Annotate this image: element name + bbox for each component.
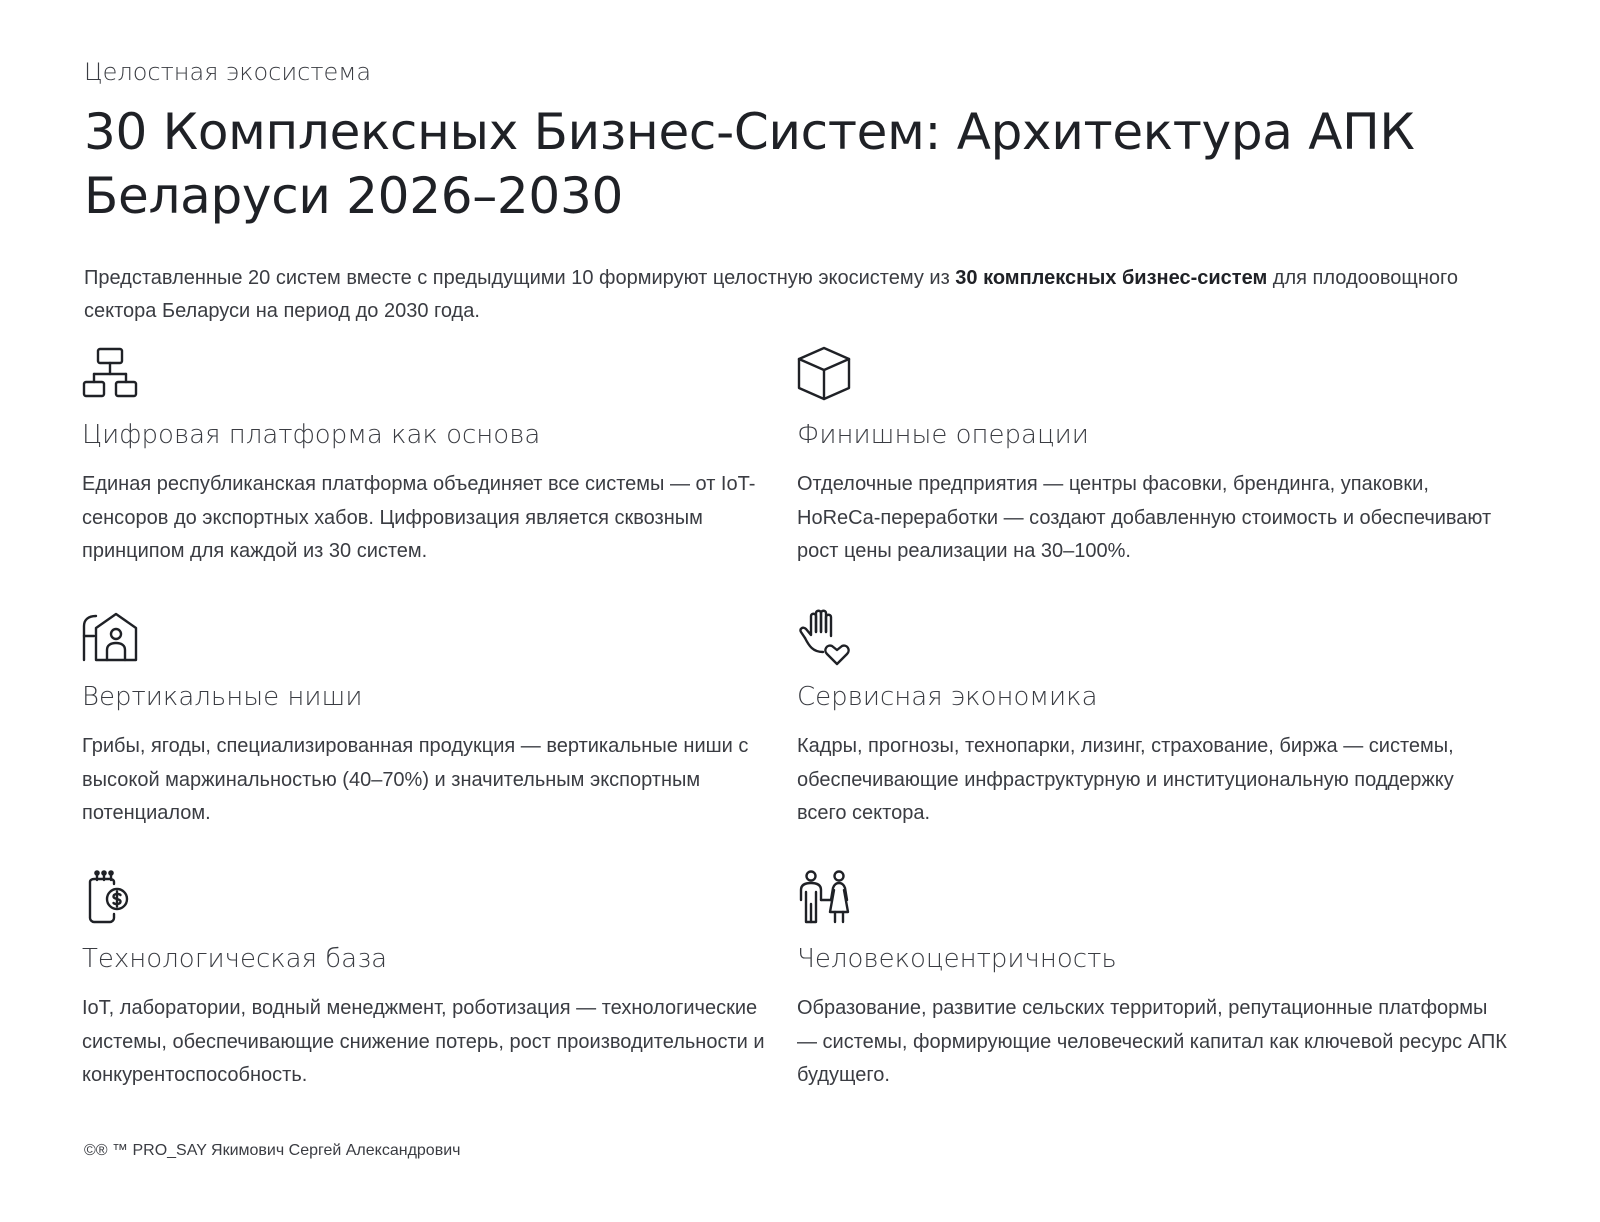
intro-paragraph [84,262,1504,328]
card-description: Единая республиканская платформа объединяет все системы — от IoT-сенсоров до экспортных хабов. Цифровизация является сквозным принципом для каждой из 30 систем. [82,473,756,562]
copyright-footer: ©® ™ PRO_SAY Якимович Сергей Александрович [84,1142,461,1159]
card-title: Человекоцентричность [797,944,1117,974]
intro-text-end: для плодоовощного сектора Беларуси на период до 2030 года. [84,267,1458,322]
card-description: Кадры, прогнозы, технопарки, лизинг, страхование, биржа — системы, обеспечивающие инфраструктурную и институциональную поддержку всего сектора. [797,735,1454,824]
card-description: Грибы, ягоды, специализированная продукция — вертикальные ниши с высокой маржинальностью (40–70%) и значительным экспортным потенциалом. [82,735,749,824]
home-person-icon [82,608,140,666]
card-title: Сервисная экономика [797,682,1098,712]
card-description: Отделочные предприятия — центры фасовки, брендинга, упаковки, HoReCa-переработки — создают добавленную стоимость и обеспечивают рост цены реализации на 30–100%. [797,473,1492,562]
network-hierarchy-icon [82,346,140,404]
box-icon [797,346,855,404]
hand-heart-icon [797,608,855,666]
card-description: Образование, развитие сельских территорий, репутационные платформы — системы, формирующие человеческий капитал как ключевой ресурс АПК будущего. [797,997,1507,1086]
card-title: Вертикальные ниши [82,682,363,712]
card-title: Цифровая платформа как основа [82,420,541,450]
card-title: Технологическая база [82,944,388,974]
intro-highlight: 30 комплексных бизнес-систем [955,267,1268,289]
phone-dollar-icon [82,870,140,928]
intro-text-start: Представленные 20 систем вместе с предыдущими 10 формируют целостную экосистему из [84,267,956,289]
eyebrow-label: Целостная экосистема [84,58,372,86]
card-title: Финишные операции [797,420,1089,450]
card-description: IoT, лаборатории, водный менеджмент, роботизация — технологические системы, обеспечивающие снижение потерь, рост производительности и конкурентоспособность. [82,997,765,1086]
page-title: 30 Комплексных Бизнес-Систем: Архитектура АПК Беларуси 2026–2030 [84,103,1415,225]
people-icon [797,870,855,928]
